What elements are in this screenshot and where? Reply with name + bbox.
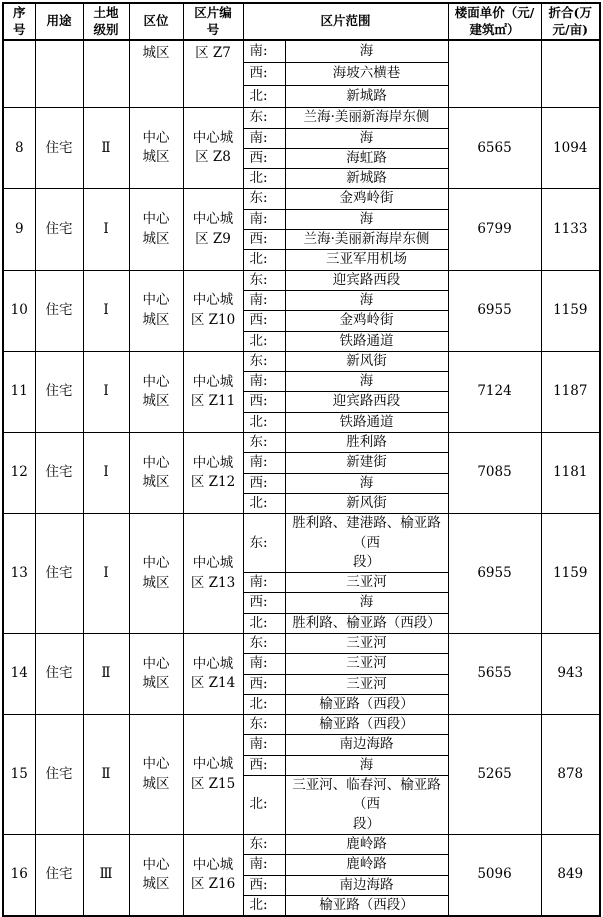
cell-direction: 南:: [243, 40, 285, 63]
cell-zone: 中心城 区 Z10: [183, 270, 243, 351]
cell-price: 6955: [448, 514, 541, 634]
cell-description: 三亚河、临春河、榆亚路（西 段）: [285, 776, 448, 835]
table-header: [3, 3, 600, 40]
cell-grade: Ⅱ: [83, 715, 129, 835]
cell-price: 6565: [448, 108, 541, 189]
cell-description: 新城路: [285, 169, 448, 189]
cell-grade: Ⅰ: [83, 433, 129, 514]
cell-description: 金鸡岭街: [285, 311, 448, 331]
cell-direction: 东:: [243, 108, 285, 128]
cell-description: 铁路通道: [285, 331, 448, 351]
header-range: 区片范围: [243, 3, 448, 40]
table-body: [3, 40, 600, 916]
cell-direction: 南:: [243, 372, 285, 392]
cell-description: 海: [285, 593, 448, 613]
cell-seq: 10: [3, 270, 35, 351]
cell-equiv: [541, 40, 600, 108]
cell-direction: 北:: [243, 331, 285, 351]
header-zone: 区片编 号: [183, 3, 243, 40]
header-seq: 序 号: [3, 3, 35, 40]
cell-direction: 南:: [243, 654, 285, 674]
cell-use: 住宅: [35, 433, 83, 514]
cell-price: 6955: [448, 270, 541, 351]
cell-price: 5096: [448, 834, 541, 916]
cell-direction: 东:: [243, 715, 285, 735]
cell-direction: 西:: [243, 63, 285, 86]
cell-price: 5265: [448, 715, 541, 835]
boundary-row: [3, 433, 600, 453]
cell-description: 鹿岭路: [285, 834, 448, 854]
cell-direction: 南:: [243, 209, 285, 229]
cell-seq: 13: [3, 514, 35, 634]
cell-description: 兰海·美丽新海岸东侧: [285, 108, 448, 128]
cell-description: 新建街: [285, 453, 448, 473]
cell-direction: 北:: [243, 776, 285, 835]
cell-location: 中心 城区: [129, 433, 183, 514]
header-row: [3, 3, 600, 40]
cell-description: 海: [285, 755, 448, 775]
cell-use: 住宅: [35, 270, 83, 351]
cell-description: 胜利路、榆亚路（西段）: [285, 613, 448, 633]
cell-direction: 东:: [243, 514, 285, 573]
cell-location: 城区: [129, 40, 183, 108]
cell-zone: 中心城 区 Z14: [183, 634, 243, 715]
cell-direction: 东:: [243, 433, 285, 453]
cell-direction: 东:: [243, 634, 285, 654]
header-grade: 土地 级别: [83, 3, 129, 40]
cell-description: 海虹路: [285, 148, 448, 168]
cell-direction: 西:: [243, 148, 285, 168]
cell-use: 住宅: [35, 108, 83, 189]
cell-price: 7124: [448, 351, 541, 432]
cell-direction: 南:: [243, 855, 285, 875]
cell-description: 南边海路: [285, 735, 448, 755]
cell-zone: 中心城 区 Z13: [183, 514, 243, 634]
cell-direction: 西:: [243, 473, 285, 493]
cell-equiv: 1187: [541, 351, 600, 432]
cell-price: 7085: [448, 433, 541, 514]
header-use: 用途: [35, 3, 83, 40]
cell-zone: 区 Z7: [183, 40, 243, 108]
cell-direction: 西:: [243, 674, 285, 694]
cell-direction: 北:: [243, 169, 285, 189]
cell-seq: 9: [3, 189, 35, 270]
boundary-row: [3, 351, 600, 371]
cell-description: 榆亚路（西段）: [285, 715, 448, 735]
cell-description: 新风街: [285, 493, 448, 513]
cell-direction: 北:: [243, 85, 285, 108]
cell-grade: Ⅱ: [83, 108, 129, 189]
cell-zone: 中心城 区 Z16: [183, 834, 243, 916]
cell-seq: 8: [3, 108, 35, 189]
boundary-row: [3, 189, 600, 209]
cell-equiv: 849: [541, 834, 600, 916]
cell-equiv: 1159: [541, 270, 600, 351]
header-price: 楼面单价（元/ 建筑㎡）: [448, 3, 541, 40]
cell-use: 住宅: [35, 514, 83, 634]
cell-equiv: 1181: [541, 433, 600, 514]
cell-equiv: 943: [541, 634, 600, 715]
cell-direction: 北:: [243, 493, 285, 513]
cell-grade: [83, 40, 129, 108]
cell-description: 海: [285, 473, 448, 493]
cell-direction: 北:: [243, 250, 285, 270]
cell-description: 三亚军用机场: [285, 250, 448, 270]
cell-equiv: 1094: [541, 108, 600, 189]
cell-description: 胜利路、建港路、榆亚路（西 段）: [285, 514, 448, 573]
cell-location: 中心 城区: [129, 108, 183, 189]
cell-use: 住宅: [35, 351, 83, 432]
cell-description: 鹿岭路: [285, 855, 448, 875]
cell-grade: Ⅰ: [83, 270, 129, 351]
cell-direction: 西:: [243, 311, 285, 331]
cell-direction: 南:: [243, 290, 285, 310]
cell-description: 榆亚路（西段）: [285, 895, 448, 916]
cell-seq: 16: [3, 834, 35, 916]
cell-zone: 中心城 区 Z9: [183, 189, 243, 270]
cell-seq: 15: [3, 715, 35, 835]
cell-equiv: 1133: [541, 189, 600, 270]
cell-location: 中心 城区: [129, 715, 183, 835]
cell-direction: 西:: [243, 230, 285, 250]
cell-seq: 11: [3, 351, 35, 432]
cell-description: 金鸡岭街: [285, 189, 448, 209]
cell-equiv: 1159: [541, 514, 600, 634]
cell-use: 住宅: [35, 834, 83, 916]
cell-description: 新风街: [285, 351, 448, 371]
cell-direction: 南:: [243, 453, 285, 473]
cell-grade: Ⅲ: [83, 834, 129, 916]
cell-description: 新城路: [285, 85, 448, 108]
cell-location: 中心 城区: [129, 189, 183, 270]
cell-direction: 北:: [243, 412, 285, 432]
cell-zone: 中心城 区 Z15: [183, 715, 243, 835]
cell-direction: 北:: [243, 895, 285, 916]
cell-description: 三亚河: [285, 573, 448, 593]
cell-zone: 中心城 区 Z12: [183, 433, 243, 514]
cell-price: [448, 40, 541, 108]
cell-use: 住宅: [35, 189, 83, 270]
cell-direction: 南:: [243, 128, 285, 148]
cell-use: 住宅: [35, 715, 83, 835]
cell-direction: 北:: [243, 694, 285, 714]
cell-use: [35, 40, 83, 108]
document-page: [2, 2, 601, 917]
cell-description: 兰海·美丽新海岸东侧: [285, 230, 448, 250]
cell-grade: Ⅰ: [83, 351, 129, 432]
cell-description: 海坡六横巷: [285, 63, 448, 86]
cell-direction: 西:: [243, 755, 285, 775]
cell-description: 三亚河: [285, 654, 448, 674]
boundary-row: [3, 270, 600, 290]
cell-direction: 西:: [243, 593, 285, 613]
cell-grade: Ⅰ: [83, 514, 129, 634]
cell-location: 中心 城区: [129, 634, 183, 715]
cell-direction: 南:: [243, 735, 285, 755]
cell-location: 中心 城区: [129, 514, 183, 634]
cell-description: 海: [285, 290, 448, 310]
cell-description: 胜利路: [285, 433, 448, 453]
cell-location: 中心 城区: [129, 270, 183, 351]
cell-location: 中心 城区: [129, 834, 183, 916]
cell-description: 迎宾路西段: [285, 392, 448, 412]
cell-price: 6799: [448, 189, 541, 270]
cell-use: 住宅: [35, 634, 83, 715]
cell-seq: 14: [3, 634, 35, 715]
cell-description: 海: [285, 128, 448, 148]
cell-equiv: 878: [541, 715, 600, 835]
boundary-row: [3, 514, 600, 573]
cell-description: 三亚河: [285, 674, 448, 694]
cell-direction: 西:: [243, 392, 285, 412]
header-equiv: 折合(万 元/亩): [541, 3, 600, 40]
boundary-row: [3, 634, 600, 654]
cell-direction: 东:: [243, 270, 285, 290]
boundary-row: [3, 108, 600, 128]
cell-direction: 南:: [243, 573, 285, 593]
cell-description: 海: [285, 40, 448, 63]
land-price-table: [2, 2, 601, 917]
cell-direction: 北:: [243, 613, 285, 633]
cell-price: 5655: [448, 634, 541, 715]
cell-zone: 中心城 区 Z8: [183, 108, 243, 189]
cell-description: 三亚河: [285, 634, 448, 654]
cell-grade: Ⅰ: [83, 189, 129, 270]
cell-zone: 中心城 区 Z11: [183, 351, 243, 432]
header-location: 区位: [129, 3, 183, 40]
cell-description: 海: [285, 372, 448, 392]
cell-seq: 12: [3, 433, 35, 514]
cell-description: 榆亚路（西段）: [285, 694, 448, 714]
cell-grade: Ⅱ: [83, 634, 129, 715]
cell-description: 迎宾路西段: [285, 270, 448, 290]
boundary-row: [3, 40, 600, 63]
cell-direction: 东:: [243, 834, 285, 854]
cell-location: 中心 城区: [129, 351, 183, 432]
cell-description: 海: [285, 209, 448, 229]
cell-direction: 西:: [243, 875, 285, 895]
cell-direction: 东:: [243, 189, 285, 209]
cell-description: 南边海路: [285, 875, 448, 895]
cell-seq: [3, 40, 35, 108]
boundary-row: [3, 715, 600, 735]
cell-direction: 东:: [243, 351, 285, 371]
boundary-row: [3, 834, 600, 854]
cell-description: 铁路通道: [285, 412, 448, 432]
